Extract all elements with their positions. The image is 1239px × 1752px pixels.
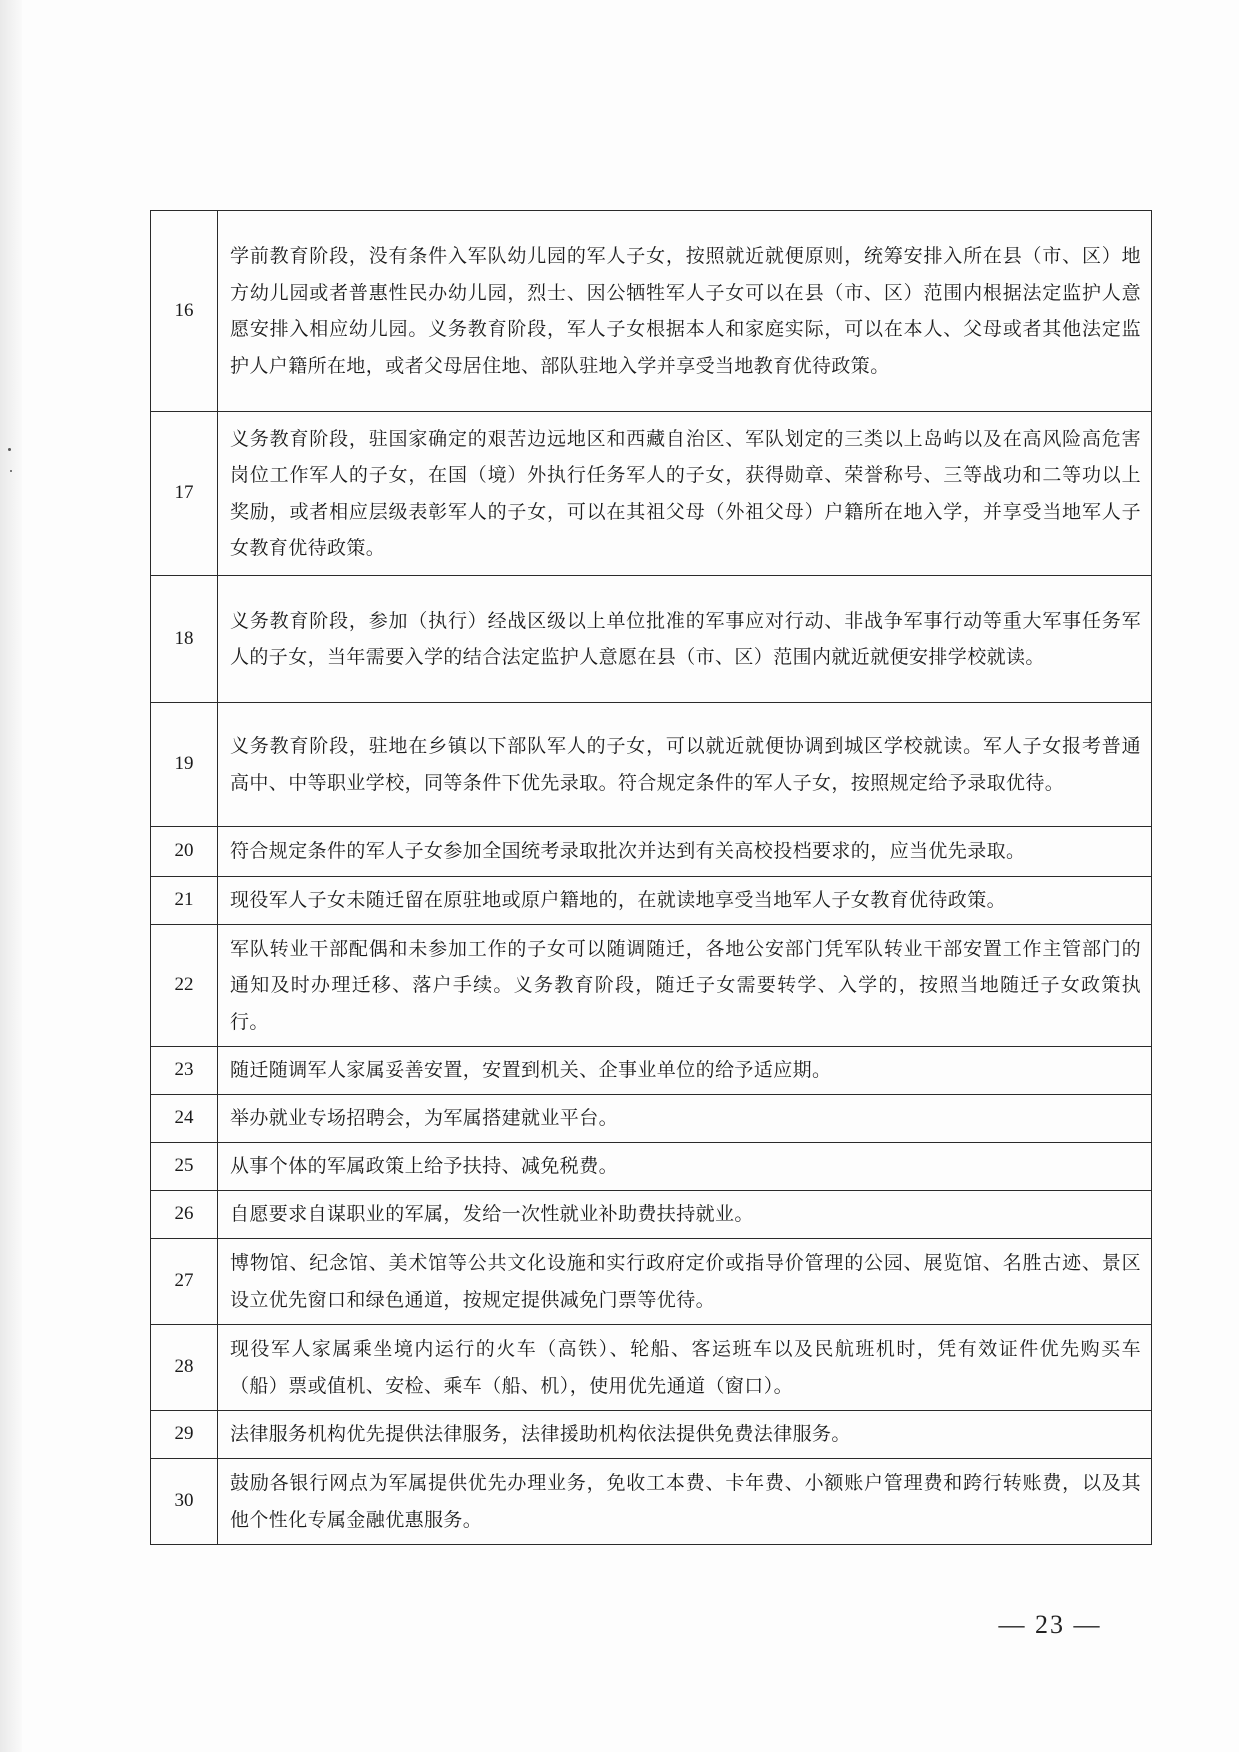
policy-table-body (151, 211, 1152, 1545)
table-row (151, 1411, 1152, 1459)
row-number: 21 (151, 877, 218, 925)
page-number: — 23 — (998, 1610, 1102, 1639)
row-text: 随迁随调军人家属妥善安置，安置到机关、企事业单位的给予适应期。 (218, 1047, 1152, 1095)
scan-speck (10, 470, 12, 472)
row-number: 30 (151, 1459, 218, 1545)
row-text: 博物馆、纪念馆、美术馆等公共文化设施和实行政府定价或指导价管理的公园、展览馆、名胜古迹、景区设立优先窗口和绿色通道，按规定提供减免门票等优待。 (218, 1239, 1152, 1325)
row-number: 27 (151, 1239, 218, 1325)
table-row (151, 1143, 1152, 1191)
table-row (151, 1325, 1152, 1411)
table-row (151, 925, 1152, 1047)
row-number: 19 (151, 703, 218, 827)
row-number: 26 (151, 1191, 218, 1239)
table-row (151, 877, 1152, 925)
table-row (151, 1095, 1152, 1143)
row-number: 24 (151, 1095, 218, 1143)
table-row (151, 1191, 1152, 1239)
row-text: 学前教育阶段，没有条件入军队幼儿园的军人子女，按照就近就便原则，统筹安排入所在县（市、区）地方幼儿园或者普惠性民办幼儿园，烈士、因公牺牲军人子女可以在县（市、区）范围内根据法定监护人意愿安排入相应幼儿园。义务教育阶段，军人子女根据本人和家庭实际，可以在本人、父母或者其他法定监护人户籍所在地，或者父母居住地、部队驻地入学并享受当地教育优待政策。 (218, 211, 1152, 412)
table-row (151, 211, 1152, 412)
row-text: 举办就业专场招聘会，为军属搭建就业平台。 (218, 1095, 1152, 1143)
policy-table (150, 210, 1152, 1545)
table-row (151, 1047, 1152, 1095)
table-row (151, 412, 1152, 576)
row-text: 军队转业干部配偶和未参加工作的子女可以随调随迁，各地公安部门凭军队转业干部安置工作主管部门的通知及时办理迁移、落户手续。义务教育阶段，随迁子女需要转学、入学的，按照当地随迁子女政策执行。 (218, 925, 1152, 1047)
row-text: 从事个体的军属政策上给予扶持、减免税费。 (218, 1143, 1152, 1191)
table-row (151, 1459, 1152, 1545)
scan-speck (8, 448, 11, 451)
row-number: 22 (151, 925, 218, 1047)
row-number: 17 (151, 412, 218, 576)
table-row (151, 827, 1152, 877)
row-number: 29 (151, 1411, 218, 1459)
row-number: 20 (151, 827, 218, 877)
row-number: 25 (151, 1143, 218, 1191)
table-row (151, 703, 1152, 827)
table-row (151, 576, 1152, 703)
row-text: 法律服务机构优先提供法律服务，法律援助机构依法提供免费法律服务。 (218, 1411, 1152, 1459)
row-text: 自愿要求自谋职业的军属，发给一次性就业补助费扶持就业。 (218, 1191, 1152, 1239)
row-text: 鼓励各银行网点为军属提供优先办理业务，免收工本费、卡年费、小额账户管理费和跨行转账费，以及其他个性化专属金融优惠服务。 (218, 1459, 1152, 1545)
row-number: 18 (151, 576, 218, 703)
row-text: 义务教育阶段，驻国家确定的艰苦边远地区和西藏自治区、军队划定的三类以上岛屿以及在高风险高危害岗位工作军人的子女，在国（境）外执行任务军人的子女，获得勋章、荣誉称号、三等战功和二等功以上奖励，或者相应层级表彰军人的子女，可以在其祖父母（外祖父母）户籍所在地入学，并享受当地军人子女教育优待政策。 (218, 412, 1152, 576)
table-row (151, 1239, 1152, 1325)
row-number: 23 (151, 1047, 218, 1095)
row-number: 28 (151, 1325, 218, 1411)
row-text: 义务教育阶段，参加（执行）经战区级以上单位批准的军事应对行动、非战争军事行动等重大军事任务军人的子女，当年需要入学的结合法定监护人意愿在县（市、区）范围内就近就便安排学校就读。 (218, 576, 1152, 703)
row-number: 16 (151, 211, 218, 412)
row-text: 义务教育阶段，驻地在乡镇以下部队军人的子女，可以就近就便协调到城区学校就读。军人子女报考普通高中、中等职业学校，同等条件下优先录取。符合规定条件的军人子女，按照规定给予录取优待。 (218, 703, 1152, 827)
scan-edge-shadow (0, 0, 22, 1752)
row-text: 现役军人家属乘坐境内运行的火车（高铁）、轮船、客运班车以及民航班机时，凭有效证件优先购买车（船）票或值机、安检、乘车（船、机），使用优先通道（窗口）。 (218, 1325, 1152, 1411)
row-text: 符合规定条件的军人子女参加全国统考录取批次并达到有关高校投档要求的，应当优先录取。 (218, 827, 1152, 877)
row-text: 现役军人子女未随迁留在原驻地或原户籍地的，在就读地享受当地军人子女教育优待政策。 (218, 877, 1152, 925)
